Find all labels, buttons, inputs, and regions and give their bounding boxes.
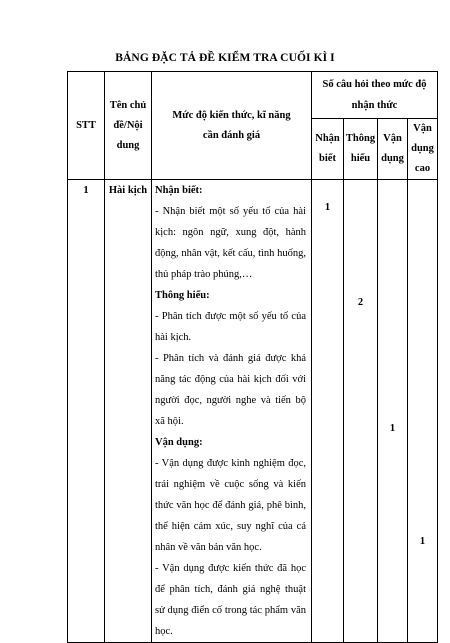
header-thong-hieu: Thông hiểu xyxy=(344,119,378,180)
row-content xyxy=(152,180,312,643)
van-dung-text-2: - Vận dụng được kiến thức đã học để phân tích, đánh giá nghệ thuật sử dụng điển cố trong tác phẩm văn học. xyxy=(155,563,306,637)
header-questions: Số câu hỏi theo mức độ nhận thức xyxy=(312,72,438,119)
van-dung-heading: Vận dụng: xyxy=(155,437,203,448)
thong-hieu-text-1: - Phân tích được một số yếu tố của hài kịch. xyxy=(155,311,306,343)
cell-thong-hieu xyxy=(344,180,378,643)
header-van-dung: Vận dụng xyxy=(378,119,408,180)
count-nhan-biet: 1 xyxy=(324,202,331,213)
count-thong-hieu: 2 xyxy=(357,297,364,308)
header-stt: STT xyxy=(68,72,105,180)
table-row xyxy=(68,180,438,643)
header-van-dung-cao: Vận dụng cao xyxy=(408,119,438,180)
van-dung-text-1: - Vận dụng được kinh nghiệm đọc, trải nghiệm về cuộc sống và kiến thức văn học để đánh giá, phê bình, thể hiện cảm xúc, suy nghĩ của cá nhân về văn bản văn học. xyxy=(155,458,306,553)
spec-table xyxy=(67,71,438,643)
cell-van-dung xyxy=(378,180,408,643)
header-topic: Tên chủ đề/Nội dung xyxy=(105,72,152,180)
thong-hieu-text-2: - Phân tích và đánh giá được khả năng tác động của hài kịch đối với người đọc, người nghe và tiến bộ xã hội. xyxy=(155,353,306,427)
count-van-dung-cao: 1 xyxy=(419,536,426,547)
cell-nhan-biet xyxy=(312,180,344,643)
row-topic: Hài kịch xyxy=(105,180,152,643)
thong-hieu-heading: Thông hiểu: xyxy=(155,290,210,301)
count-van-dung: 1 xyxy=(389,423,396,434)
nhan-biet-heading: Nhận biết: xyxy=(155,185,203,196)
cell-van-dung-cao xyxy=(408,180,438,643)
header-level: Mức độ kiến thức, kĩ năng cần đánh giá xyxy=(152,72,312,180)
row-stt: 1 xyxy=(68,180,105,643)
header-nhan-biet: Nhận biết xyxy=(312,119,344,180)
page-title: BẢNG ĐẶC TẢ ĐỀ KIỂM TRA CUỐI KÌ I xyxy=(115,52,335,64)
nhan-biet-text: - Nhận biết một số yếu tố của hài kịch: ngôn ngữ, xung đột, hành động, nhân vật, kết cấu, tình huống, thủ pháp trào phúng,… xyxy=(155,206,306,280)
